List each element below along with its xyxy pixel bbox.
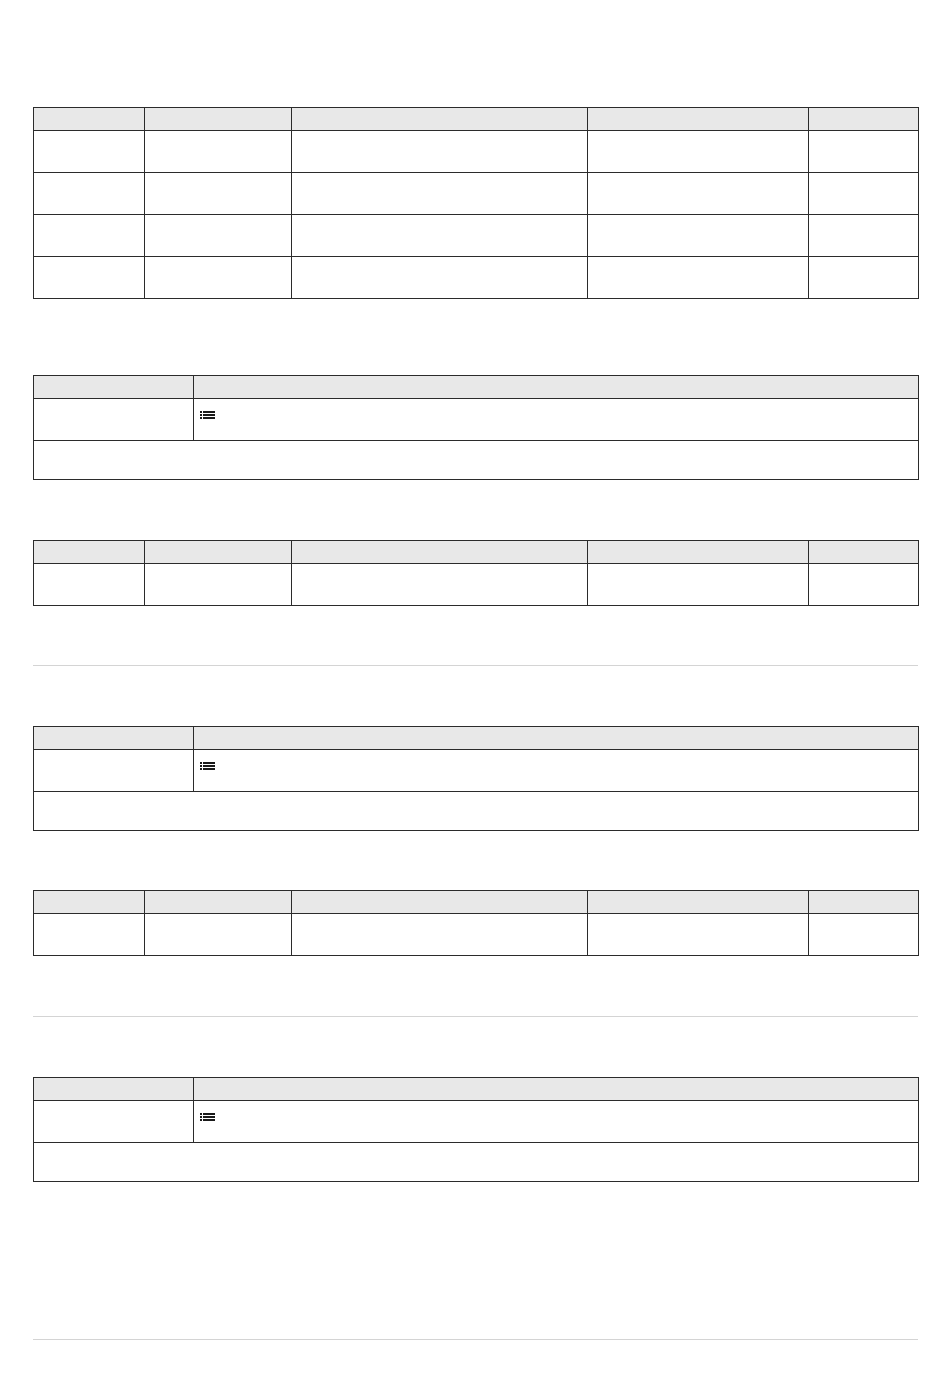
table-cell	[34, 914, 145, 956]
detail-table	[33, 726, 919, 831]
column-header	[588, 108, 809, 131]
list-table	[33, 107, 919, 299]
summary-table	[33, 540, 919, 606]
detail-value	[194, 750, 919, 792]
column-header	[194, 376, 919, 399]
table-header-row	[34, 727, 919, 750]
detail-table	[33, 375, 919, 480]
table-cell	[145, 564, 292, 606]
column-header	[34, 727, 194, 750]
table-cell	[34, 257, 145, 299]
table-row	[34, 257, 919, 299]
table-cell	[292, 914, 588, 956]
detail-footer	[34, 1143, 919, 1182]
table-cell	[809, 131, 919, 173]
detail-value	[194, 399, 919, 441]
list-icon	[200, 1110, 216, 1118]
table-row	[34, 914, 919, 956]
detail-value	[194, 1101, 919, 1143]
table-cell	[809, 914, 919, 956]
table-cell	[588, 257, 809, 299]
table-cell	[292, 215, 588, 257]
detail-footer	[34, 792, 919, 831]
table-row	[34, 131, 919, 173]
column-header	[292, 108, 588, 131]
table-cell	[34, 564, 145, 606]
table-cell	[588, 131, 809, 173]
table-header-row	[34, 541, 919, 564]
column-header	[34, 1078, 194, 1101]
table-row	[34, 399, 919, 441]
table-header-row	[34, 1078, 919, 1101]
table-cell	[145, 173, 292, 215]
page-footer-divider	[33, 1339, 918, 1340]
table-row	[34, 750, 919, 792]
table-cell	[292, 131, 588, 173]
column-header	[34, 541, 145, 564]
column-header	[34, 376, 194, 399]
table-row	[34, 441, 919, 480]
table-cell	[145, 215, 292, 257]
table-row	[34, 1143, 919, 1182]
table-cell	[588, 173, 809, 215]
table-row	[34, 564, 919, 606]
table-cell	[34, 173, 145, 215]
section-divider	[33, 665, 918, 666]
table-header-row	[34, 108, 919, 131]
table-row	[34, 792, 919, 831]
table-cell	[292, 257, 588, 299]
table-row	[34, 1101, 919, 1143]
column-header	[809, 891, 919, 914]
detail-label	[34, 1101, 194, 1143]
column-header	[145, 891, 292, 914]
column-header	[194, 1078, 919, 1101]
detail-footer	[34, 441, 919, 480]
column-header	[809, 541, 919, 564]
table-cell	[34, 131, 145, 173]
table-cell	[809, 564, 919, 606]
column-header	[292, 541, 588, 564]
table-row	[34, 215, 919, 257]
detail-label	[34, 399, 194, 441]
table-row	[34, 173, 919, 215]
column-header	[809, 108, 919, 131]
column-header	[145, 108, 292, 131]
detail-label	[34, 750, 194, 792]
column-header	[34, 891, 145, 914]
table-cell	[145, 131, 292, 173]
table-cell	[809, 173, 919, 215]
section-divider	[33, 1016, 918, 1017]
table-cell	[292, 564, 588, 606]
list-icon	[200, 759, 216, 767]
table-cell	[809, 257, 919, 299]
column-header	[194, 727, 919, 750]
table-cell	[588, 914, 809, 956]
column-header	[145, 541, 292, 564]
column-header	[292, 891, 588, 914]
table-cell	[588, 564, 809, 606]
list-icon	[200, 408, 216, 416]
table-cell	[588, 215, 809, 257]
table-header-row	[34, 376, 919, 399]
table-header-row	[34, 891, 919, 914]
table-cell	[34, 215, 145, 257]
table-cell	[292, 173, 588, 215]
table-cell	[145, 914, 292, 956]
column-header	[588, 891, 809, 914]
column-header	[588, 541, 809, 564]
table-cell	[145, 257, 292, 299]
detail-table	[33, 1077, 919, 1182]
table-cell	[809, 215, 919, 257]
column-header	[34, 108, 145, 131]
summary-table	[33, 890, 919, 956]
